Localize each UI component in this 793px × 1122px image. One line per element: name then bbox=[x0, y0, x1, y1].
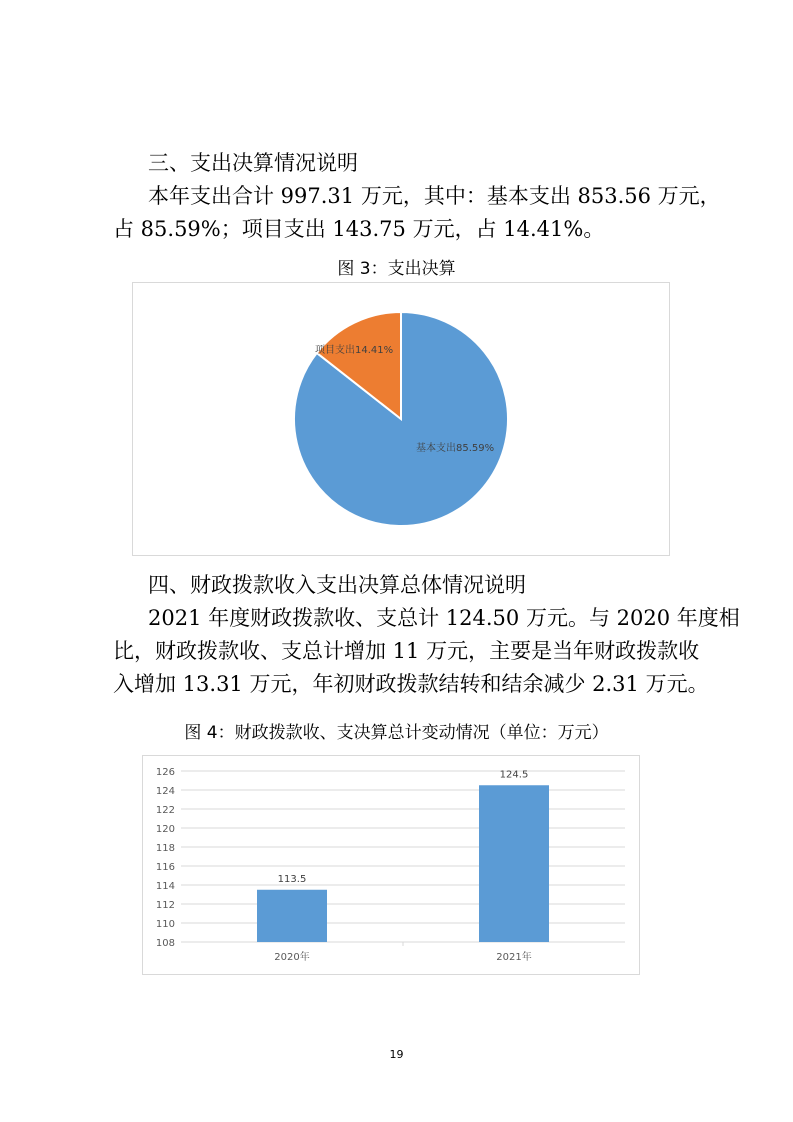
x-tick-label: 2021年 bbox=[496, 952, 532, 963]
bar-2021年 bbox=[479, 785, 549, 942]
y-tick-label: 110 bbox=[155, 919, 175, 930]
y-tick-label: 122 bbox=[155, 805, 175, 816]
y-tick-label: 118 bbox=[155, 843, 175, 854]
section4-heading: 四、财政拨款收入支出决算总体情况说明 bbox=[148, 573, 526, 597]
section3-paragraph bbox=[113, 180, 721, 246]
pie-data-label: 项目支出14.41% bbox=[315, 345, 394, 356]
pie-data-label: 基本支出85.59% bbox=[416, 443, 495, 454]
section3-heading: 三、支出决算情况说明 bbox=[148, 151, 358, 175]
section4-line-3: 入增加 13.31 万元，年初财政拨款结转和结余减少 2.31 万元。 bbox=[113, 672, 709, 696]
x-tick-label: 2020年 bbox=[274, 952, 310, 963]
bar-chart bbox=[143, 756, 639, 974]
section3-line-2: 占 85.59%；项目支出 143.75 万元，占 14.41%。 bbox=[113, 217, 605, 241]
y-tick-label: 120 bbox=[155, 824, 175, 835]
y-tick-label: 108 bbox=[155, 938, 175, 949]
bar-data-label: 124.5 bbox=[499, 769, 529, 781]
bar-data-label: 113.5 bbox=[277, 873, 307, 885]
y-tick-label: 124 bbox=[155, 786, 175, 797]
pie-chart bbox=[133, 283, 669, 555]
bar-chart-frame bbox=[142, 755, 640, 975]
figure3-caption: 图 3：支出决算 bbox=[337, 259, 456, 279]
figure4-caption: 图 4：财政拨款收、支决算总计变动情况（单位：万元） bbox=[184, 723, 609, 743]
page-number: 19 bbox=[389, 1048, 404, 1061]
section3-line-1: 本年支出合计 997.31 万元，其中：基本支出 853.56 万元， bbox=[148, 184, 721, 208]
pie-chart-frame bbox=[132, 282, 670, 556]
bar-2020年 bbox=[257, 890, 327, 942]
y-tick-label: 126 bbox=[155, 767, 175, 778]
section4-paragraph bbox=[113, 602, 740, 701]
section4-line-2: 比，财政拨款收、支总计增加 11 万元，主要是当年财政拨款收 bbox=[113, 639, 700, 663]
y-tick-label: 116 bbox=[155, 862, 175, 873]
y-tick-label: 112 bbox=[155, 900, 175, 911]
section4-line-1: 2021 年度财政拨款收、支总计 124.50 万元。与 2020 年度相 bbox=[148, 606, 740, 630]
y-tick-label: 114 bbox=[155, 881, 175, 892]
